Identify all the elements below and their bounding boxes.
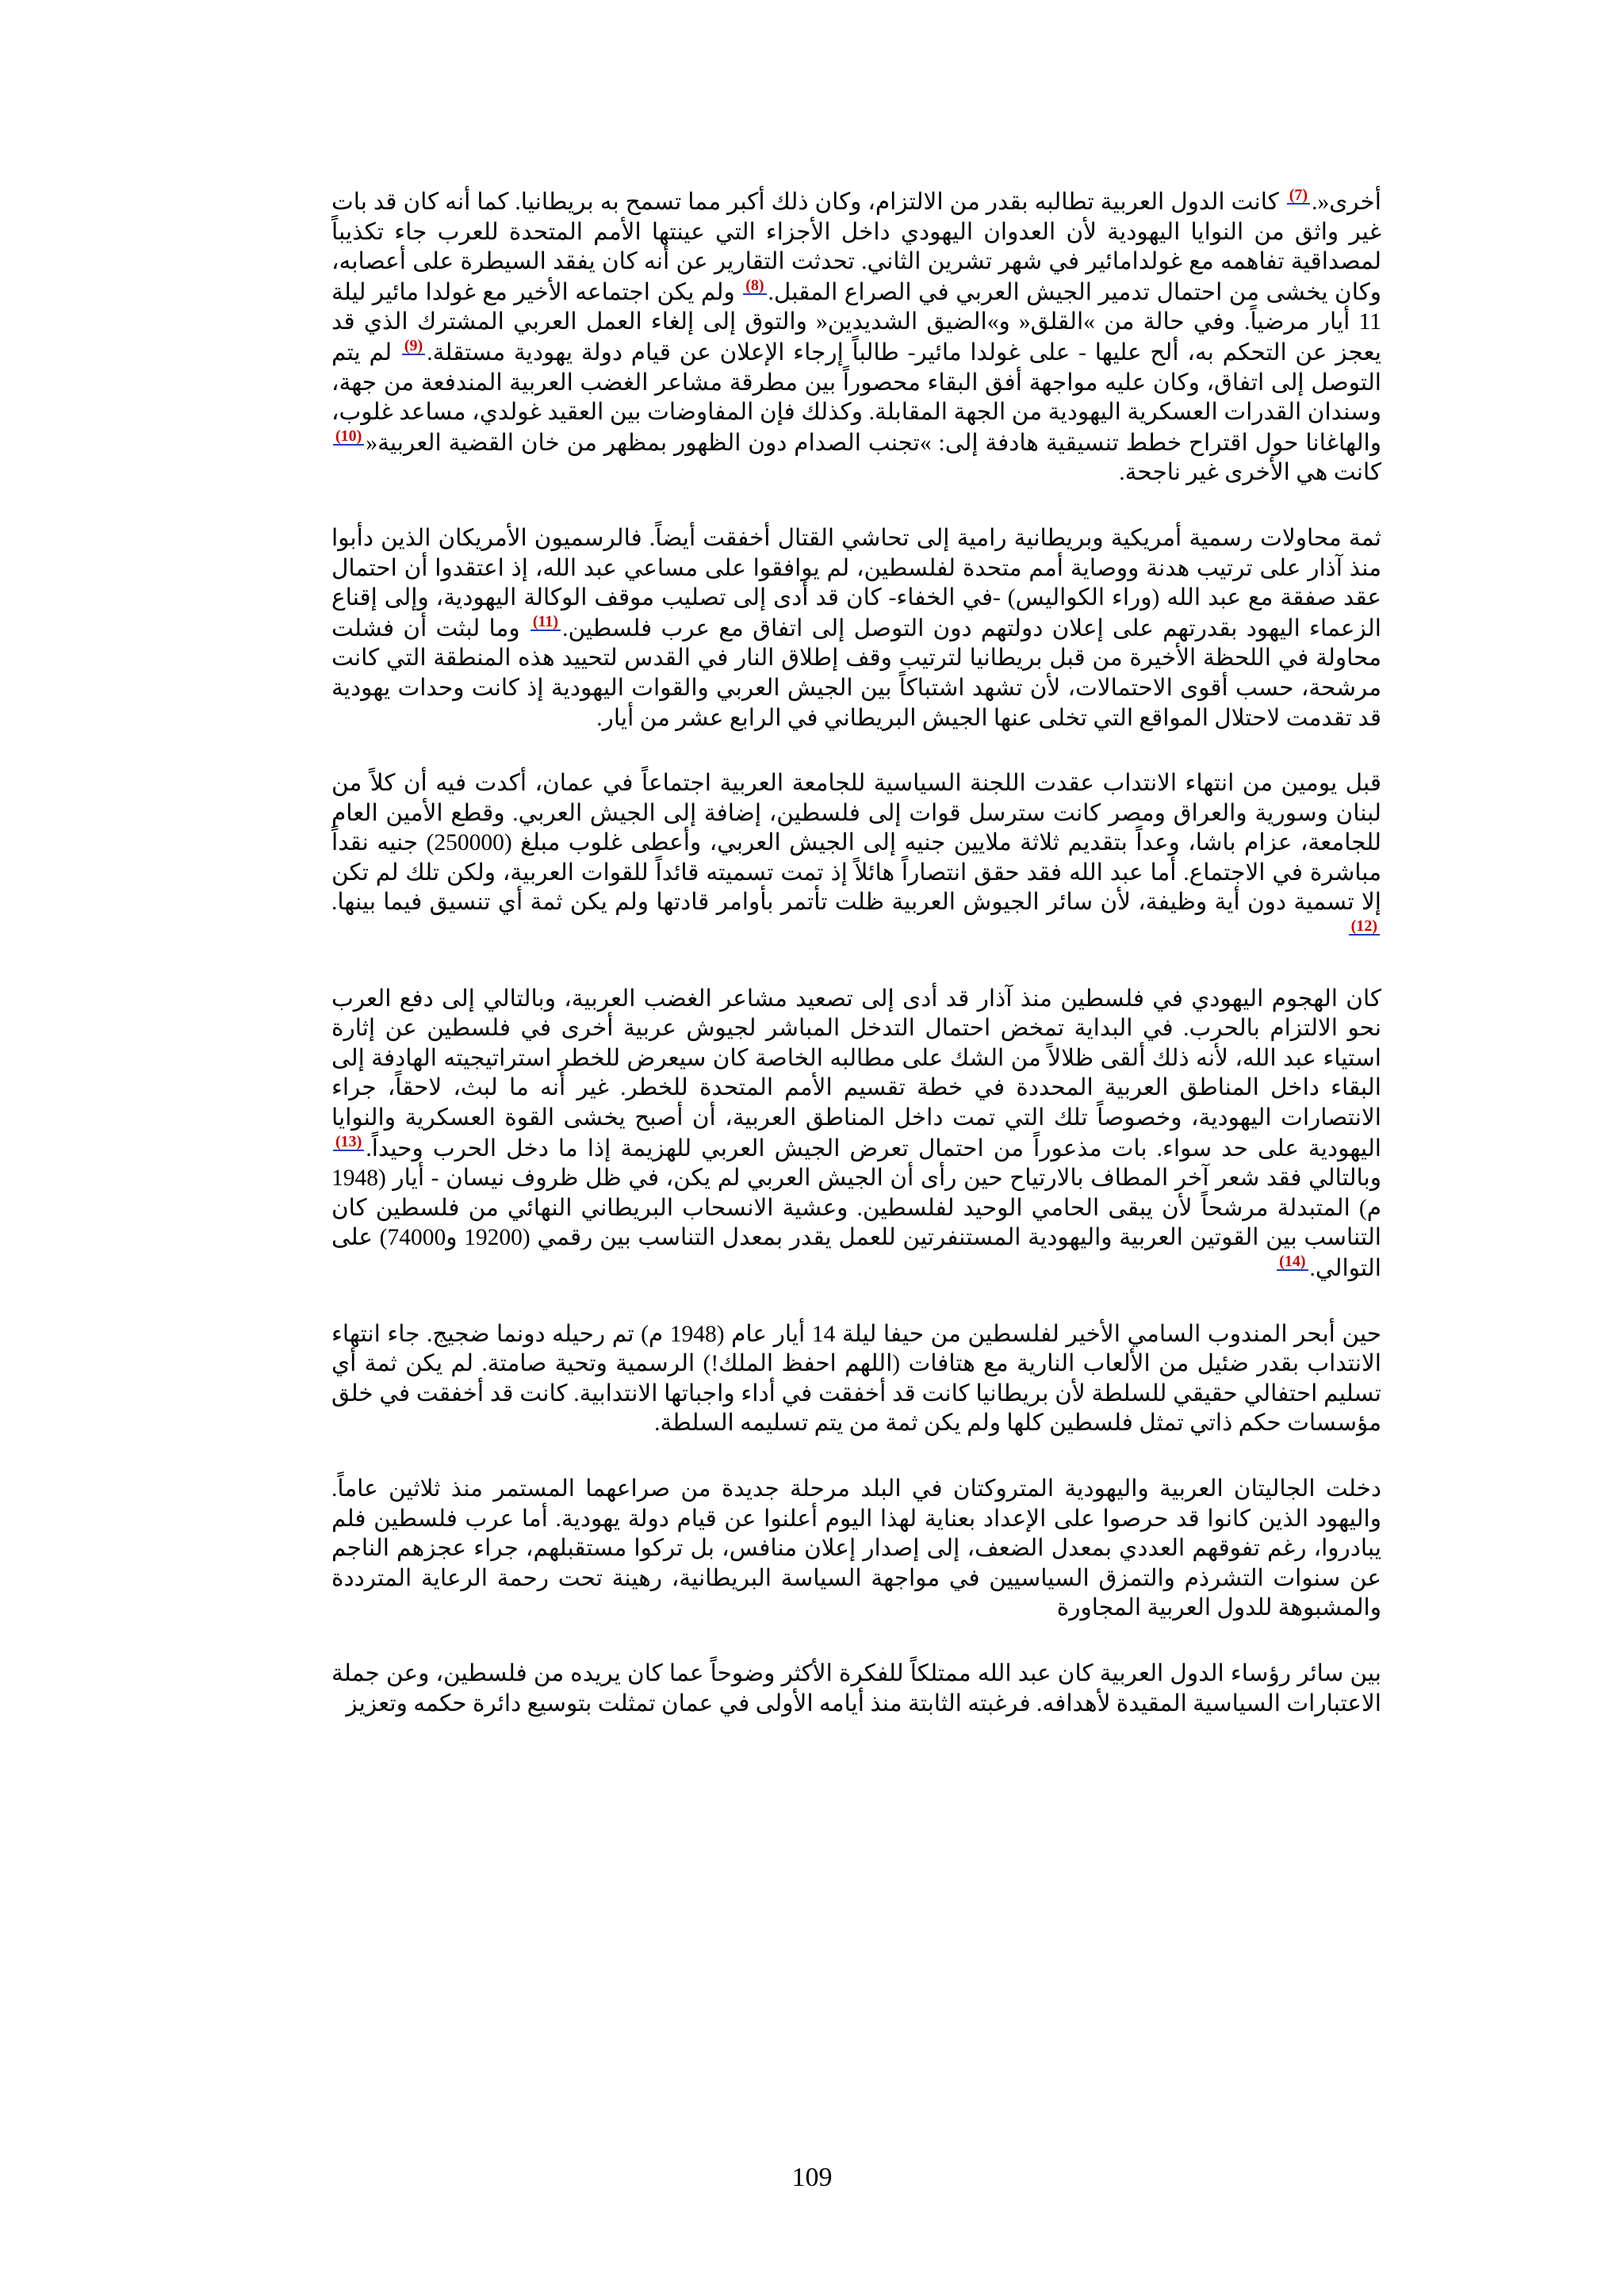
footnote-reference[interactable]: (13): [333, 1134, 364, 1151]
footnote-reference[interactable]: (14): [1277, 1253, 1308, 1271]
body-text: [331, 187, 1381, 1719]
paragraph: [331, 1659, 1381, 1719]
footnote-reference[interactable]: (8): [743, 277, 766, 295]
paragraph-text: لم يتم التوصل إلى اتفاق، وكان عليه مواجهة أفق البقاء محصوراً بين مطرقة مشاعر الغضب العربية المندفعة من جهة، وسندان القدرات العسكرية اليهودية من الجهة المقابلة. وكذلك فإن المفاوضات بين العقيد غولدي، مساعد غلوب، والهاغانا حول اقتراح خطط تنسيقية هادفة إلى: »تجنب الصدام دون الظهور بمظهر من خان القضية العربية«: [331, 339, 1381, 456]
paragraph: [331, 1475, 1381, 1624]
paragraph-text: كانت هي الأخرى غير ناجحة.: [1119, 460, 1381, 486]
paragraph-text: ولم يكن اجتماعه الأخير مع غولدا مائير ليلة 11 أيار مرضياً. وفي حالة من »القلق« و»الضيق الشديدين« والتوق إلى إلغاء العمل العربي المشترك الذي قد يعجز عن التحكم به، ألح عليها - على غولدا مائير- طالباً إرجاء الإعلان عن قيام دولة يهودية مستقلة.: [331, 279, 1381, 365]
paragraph-text: أخرى«.: [1312, 189, 1381, 215]
paragraph-text: كان الهجوم اليهودي في فلسطين منذ آذار قد أدى إلى تصعيد مشاعر الغضب العربية، وبالتالي إلى دفع العرب نحو الالتزام بالحرب. في البداية تمخض احتمال التدخل المباشر لجيوش عربية أخرى في فلسطين عن إثارة استياء عبد الله، لأنه ذلك ألقى ظلالاً من الشك على مطالبه الخاصة كان سيعرض للخطر استراتيجيته الهادفة إلى البقاء داخل المناطق العربية المحددة في خطة تقسيم الأمم المتحدة للخطر. غير أنه ما لبث، لاحقاً، جراء الانتصارات اليهودية، وخصوصاً تلك التي تمت داخل المناطق العربية، أن أصبح يخشى القوة العسكرية والنوايا اليهودية على حد سواء. بات مذعوراً من احتمال تعرض الجيش العربي للهزيمة إذا ما دخل الحرب وحيداً.: [331, 985, 1381, 1161]
footnote-reference[interactable]: (7): [1287, 187, 1310, 205]
footnote-reference[interactable]: (10): [333, 428, 364, 446]
paragraph-text: كانت الدول العربية تطالبه بقدر من الالتزام، وكان ذلك أكبر مما تسمح به بريطانيا. كما أنه كان قد بات غير واثق من النوايا اليهودية لأن العدوان اليهودي داخل الأجزاء التي عينتها الأمم المتحدة للعرب جاء تكذيباً لمصداقية تفاهمه مع غولدامائير في شهر تشرين الثاني. تحدثت التقارير عن أنه كان يفقد السيطرة على أعصابه، وكان يخشى من احتمال تدمير الجيش العربي في الصراع المقبل.: [331, 189, 1382, 305]
paragraph-text: وما لبثت أن فشلت محاولة في اللحظة الأخيرة من قبل بريطانيا لترتيب وقف إطلاق النار في القدس لتحييد هذه المنطقة التي كانت مرشحة، حسب أقوى الاحتمالات، لأن تشهد اشتباكاً بين الجيش العربي والقوات اليهودية إذ كانت وحدات يهودية قد تقدمت لاحتلال المواقع التي تخلى عنها الجيش البريطاني في الرابع عشر من أيار.: [331, 615, 1382, 731]
paragraph-text: بين سائر رؤساء الدول العربية كان عبد الله ممتلكاً للفكرة الأكثر وضوحاً عما كان يريده من فلسطين، وعن جملة الاعتبارات السياسية المقيدة لأهدافه. فرغبته الثابتة منذ أيامه الأولى في عمان تمثلت بتوسيع دائرة حكمه وتعزيز: [331, 1660, 1381, 1716]
paragraph-text: دخلت الجاليتان العربية واليهودية المتروكتان في البلد مرحلة جديدة من صراعهما المستمر منذ ثلاثين عاماً. واليهود الذين كانوا قد حرصوا على الإعداد بعناية لهذا اليوم أعلنوا عن قيام دولة يهودية. أما عرب فلسطين فلم يبادروا، رغم تفوقهم العددي بمعدل الضعف، إلى إصدار إعلان منافس، بل تركوا مستقبلهم، جراء عجزهم الناجم عن سنوات التشرذم والتمزق السياسيين في مواجهة السياسة البريطانية، رهينة تحت رحمة الرعاية المترددة والمشبوهة للدول العربية المجاورة: [331, 1475, 1381, 1621]
footnote-reference[interactable]: (12): [1349, 918, 1380, 936]
paragraph-text: وبالتالي فقد شعر آخر المطاف بالارتياح حين رأى أن الجيش العربي لم يكن، في ظل ظروف نيسان - أيار (1948 م) المتبدلة مرشحاً لأن يبقى الحامي الوحيد لفلسطين. وعشية الانسحاب البريطاني النهائي من فلسطين كان التناسب بين القوتين العربية واليهودية المستنفرتين للعمل يقدر بمعدل التناسب بين رقمي (19200 و74000) على التوالي.: [331, 1165, 1382, 1281]
paragraph: [331, 524, 1381, 733]
paragraph: [331, 985, 1381, 1284]
paragraph-text: ثمة محاولات رسمية أمريكية وبريطانية رامية إلى تحاشي القتال أخفقت أيضاً. فالرسميون الأمريكان الذين دأبوا منذ آذار على ترتيب هدنة ووصاية أمم متحدة لفلسطين، لم يوافقوا على مساعي عبد الله، إذ اعتقدوا أن احتمال عقد صفقة مع عبد الله (وراء الكواليس) -في الخفاء- كان قد أدى إلى تصليب موقف الوكالة اليهودية، وإلى إقناع الزعماء اليهود بقدرتهم على إعلان دولتهم دون التوصل إلى اتفاق مع عرب فلسطين.: [331, 525, 1381, 641]
footnote-reference[interactable]: (11): [530, 614, 561, 631]
paragraph-text: حين أبحر المندوب السامي الأخير لفلسطين من حيفا ليلة 14 أيار عام (1948 م) تم رحيله دونما ضجيج. جاء انتهاء الانتداب بقدر ضئيل من الألعاب النارية مع هتافات (اللهم احفظ الملك!) الرسمية وتحية صامتة. لم يكن ثمة أي تسليم احتفالي حقيقي للسلطة لأن بريطانيا كانت قد أخفقت في أداء واجباتها الانتدابية. كانت قد أخفقت في خلق مؤسسات حكم ذاتي تمثل فلسطين كلها ولم يكن ثمة من يتم تسليمه السلطة.: [331, 1321, 1382, 1437]
paragraph: [331, 1320, 1381, 1439]
footnote-reference[interactable]: (9): [402, 338, 425, 355]
paragraph: [331, 187, 1381, 488]
paragraph-text: قبل يومين من انتهاء الانتداب عقدت اللجنة السياسية للجامعة العربية اجتماعاً في عمان، أكدت فيه أن كلاً من لبنان وسورية والعراق ومصر كانت سترسل قوات إلى فلسطين، إضافة إلى الجيش العربي. وقطع الأمين العام للجامعة، عزام باشا، وعداً بتقديم ثلاثة ملايين جنيه إلى الجيش العربي، وأعطى غلوب مبلغ (250000) جنيه نقداً مباشرة في الاجتماع. أما عبد الله فقد حقق انتصاراً هائلاً إذ تمت تسميته قائداً للقوات العربية، ولكن تلك لم تكن إلا تسمية دون أية وظيفة، لأن سائر الجيوش العربية ظلت تأتمر بأوامر قادتها ولم يكن ثمة أي تنسيق فيما بينها.: [331, 771, 1381, 916]
paragraph: [331, 769, 1381, 949]
page-number: 109: [791, 2163, 833, 2192]
